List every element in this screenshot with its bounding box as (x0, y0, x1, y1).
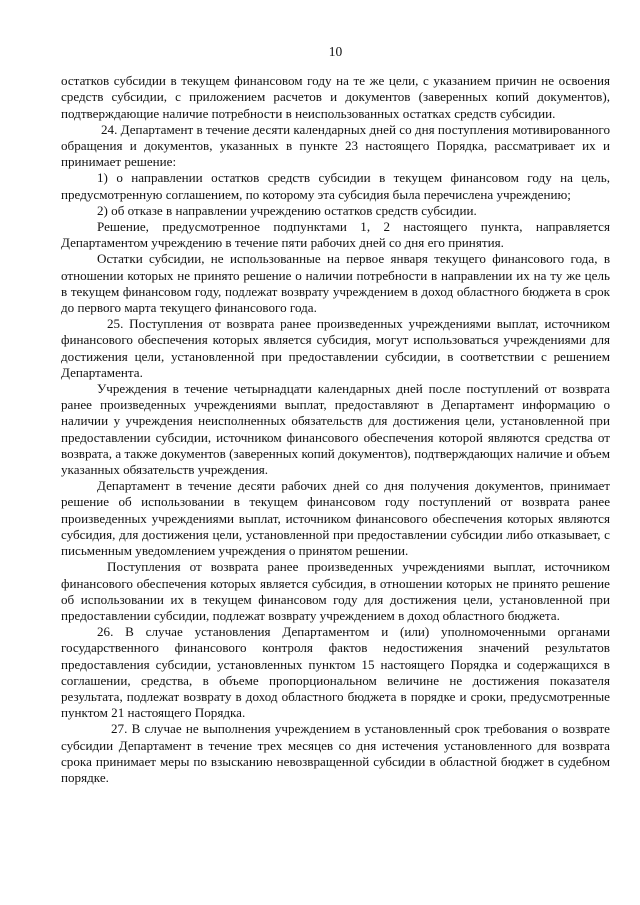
paragraph-subitem-2: 2) об отказе в направлении учреждению остатков средств субсидии. (97, 202, 477, 218)
paragraph-item-24: 24. Департамент в течение десяти календарных дней со дня поступления мотивированного обращения и документов, указанных в пункте 23 настоящего Порядка, рассматривает их и принимает решение: (61, 121, 610, 170)
page-number: 10 (328, 44, 343, 59)
paragraph-item-27: 27. В случае не выполнения учреждением в установленный срок требования о возврате субсидии Департамент в течение трех месяцев со дня истечения установленного для возврата срока принимает меры по взысканию невозвращенной субсидии в областной бюджет в судебном порядке. (61, 721, 610, 785)
paragraph-refund-receipts: Поступления от возврата ранее произведенных учреждениями выплат, источником финансового обеспечения которых является субсидия, в отношении которых не принято решение об использовании их в текущем финансовом году для достижения цели, установленной при предоставлении субсидии, подлежат возврату учреждением в доход областного бюджета. (61, 559, 610, 623)
paragraph-department-decision: Департамент в течение десяти рабочих дней со дня получения документов, принимает решение об использовании в текущем финансовом году поступлений от возврата ранее произведенных учреждениями выплат, источником финансового обеспечения которых являются субсидия, для достижения цели, установленной при предоставлении субсидии либо отказывает, с письменным уведомлением учреждения о принятом решении. (61, 478, 610, 559)
paragraph-continuation: остатков субсидии в текущем финансовом году на те же цели, с указанием причин не освоения средств субсидии, с приложением расчетов и документов (заверенных копий документов), подтверждающие наличие потребности в неиспользованных остатках средств субсидии. (61, 73, 610, 121)
paragraph-item-26: 26. В случае установления Департаментом и (или) уполномоченными органами государственного финансового контроля фактов недостижения значений результатов предоставления субсидии, установленных пунктом 15 настоящего Порядка и содержащихся в соглашении, средства, в объеме пропорциональном величине не достижения показателя результата, подлежат возврату в доход областного бюджета в порядке и сроки, предусмотренные пунктом 21 настоящего Порядка. (61, 624, 610, 721)
paragraph-item-25: 25. Поступления от возврата ранее произведенных учреждениями выплат, источником финансового обеспечения которых является субсидия, могут использоваться учреждениями для достижения цели, установленной при предоставлении субсидии, в соответствии с решением Департамента. (61, 316, 610, 380)
paragraph-decision: Решение, предусмотренное подпунктами 1, 2 настоящего пункта, направляется Департаментом учреждению в течение пяти рабочих дней со дня его принятия. (61, 219, 610, 251)
paragraph-remainders: Остатки субсидии, не использованные на первое января текущего финансового года, в отношении которых не принято решение о наличии потребности в направлении их на ту же цель в текущем финансовом году, подлежат возврату учреждением в доход областного бюджета в срок до первого марта текущего финансового года. (61, 251, 610, 316)
document-page (61, 44, 610, 786)
paragraph-subitem-1: 1) о направлении остатков средств субсидии в текущем финансовом году на цель, предусмотренную соглашением, по которому эта субсидия была перечислена учреждению; (61, 170, 610, 202)
paragraph-institutions-info: Учреждения в течение четырнадцати календарных дней после поступлений от возврата ранее произведенных учреждениями выплат, предоставляют в Департамент информацию о наличии у учреждения неисполненных обязательств для достижения цели, установленной при предоставлении субсидии, источником финансового обеспечения которой являются средства от возврата, а также документов (заверенных копий документов), подтверждающих наличие и объем указанных обязательств учреждения. (61, 381, 610, 478)
